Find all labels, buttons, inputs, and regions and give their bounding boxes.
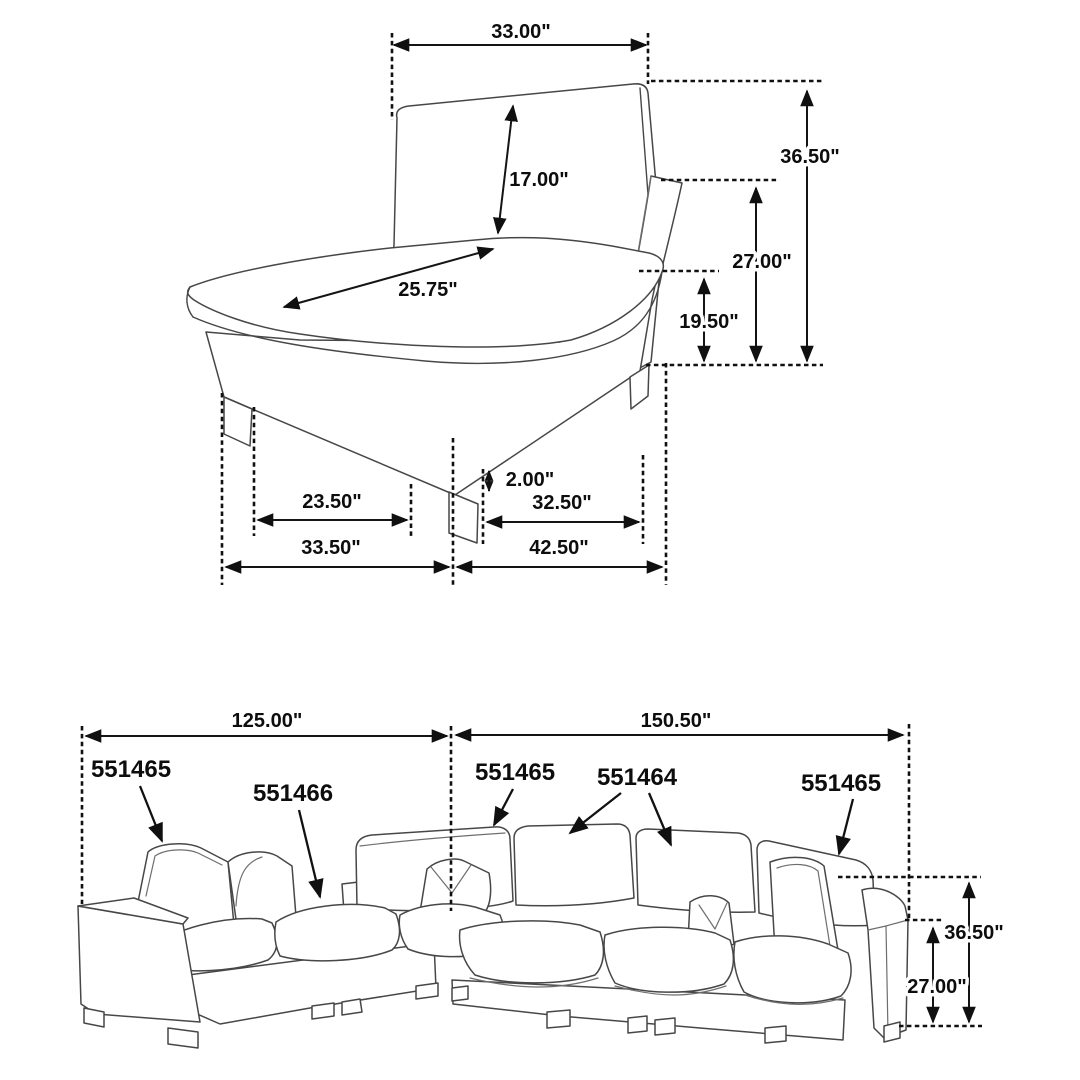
sofa-right-arm	[862, 888, 908, 1038]
sku-label: 551465	[800, 770, 882, 797]
sofa-leg	[655, 1018, 675, 1035]
sofa-seat-right-e	[734, 936, 851, 1003]
dim-label: 25.75"	[398, 279, 458, 301]
sectional-line-art	[78, 824, 908, 1048]
dim-label: 42.50"	[529, 537, 589, 559]
dim-label: 19.50"	[679, 311, 739, 333]
sku-label: 551465	[474, 759, 556, 786]
dim-label: 150.50"	[640, 710, 712, 732]
sofa-leg	[765, 1026, 786, 1043]
sofa-leg	[416, 983, 438, 999]
sofa-seat-right-c	[460, 921, 604, 983]
dim-label: 27.00"	[907, 976, 967, 998]
dim-label: 27.00"	[732, 251, 792, 273]
dim-label: 32.50"	[532, 492, 592, 514]
dim-label: 36.50"	[944, 922, 1004, 944]
sofa-back-cushion-r1	[514, 824, 634, 906]
sofa-seat-left-b	[275, 904, 400, 960]
dim-label: 2.00"	[505, 469, 555, 491]
dim-label: 17.00"	[509, 169, 569, 191]
chair-line-art	[187, 84, 682, 543]
dim-label: 33.00"	[491, 21, 551, 43]
sofa-leg	[628, 1016, 647, 1033]
sofa-leg	[168, 1028, 198, 1048]
leader-line	[299, 810, 320, 897]
part-label-5	[801, 770, 881, 854]
dim-overall-height	[646, 81, 840, 365]
leader-line	[140, 786, 162, 841]
sectional-figure	[78, 710, 1004, 1048]
leader-line	[494, 789, 513, 825]
dim-label: 36.50"	[780, 146, 840, 168]
sofa-seat-right-d	[604, 927, 733, 992]
sofa-leg	[884, 1022, 900, 1042]
sofa-leg	[312, 1003, 334, 1019]
part-label-1	[91, 756, 171, 841]
sku-label: 551466	[252, 780, 334, 807]
dim-label: 33.50"	[301, 537, 361, 559]
sku-label: 551465	[90, 756, 172, 783]
leader-line	[839, 799, 853, 854]
dim-label: 23.50"	[302, 491, 362, 513]
sofa-leg	[452, 986, 468, 1001]
sofa-leg	[547, 1010, 570, 1028]
part-label-3	[475, 759, 555, 825]
sku-label: 551464	[596, 764, 678, 791]
sofa-leg	[342, 999, 362, 1015]
chair-figure	[187, 21, 840, 585]
sofa-leg	[84, 1008, 104, 1027]
dim-label: 125.00"	[231, 710, 303, 732]
